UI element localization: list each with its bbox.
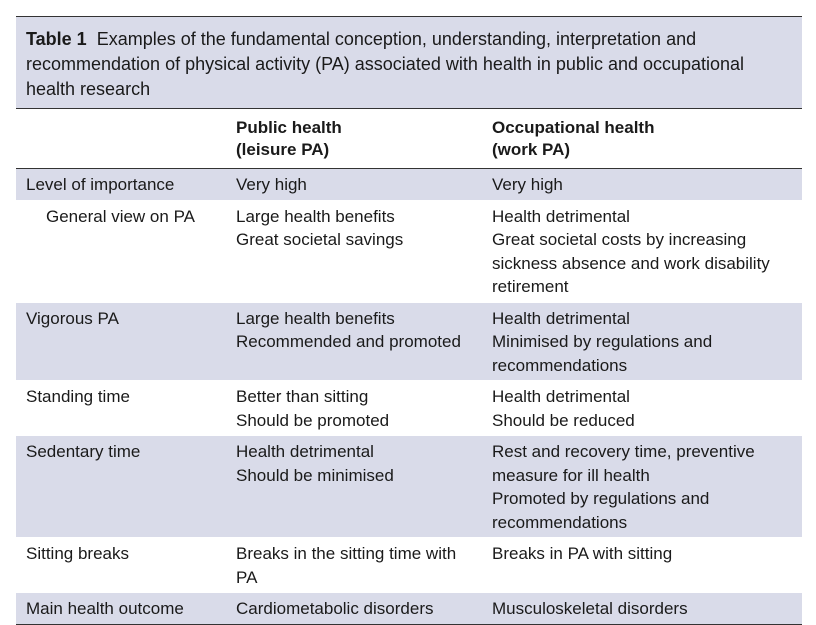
header-occ-line2: (work PA) [492,140,571,159]
table-row [16,200,802,302]
cell-line: Great societal costs by increasing sickness absence and work disability retirement [492,230,770,296]
cell-public [226,200,482,302]
cell-occupational [482,538,802,593]
header-public-line2: (leisure PA) [236,140,330,159]
cell-line: Health detrimental [492,308,630,328]
table-title: Examples of the fundamental conception, understanding, interpretation and recommendation of physical activity (PA) associated with health in public and occupational health research [26,29,745,99]
header-public-line1: Public health [236,118,342,137]
cell-line: Should be reduced [492,410,635,430]
cell-public [226,169,482,201]
cell-line: Breaks in the sitting time with PA [236,544,457,587]
table-row [16,538,802,593]
cell-line: Very high [492,175,563,194]
header-row [16,109,802,169]
cell-occupational [482,302,802,381]
table-caption [16,16,802,108]
cell-line: Large health benefits [236,308,395,328]
cell-line: Health detrimental [236,442,374,461]
cell-line: Cardiometabolic disorders [236,599,434,618]
cell-line: Very high [236,175,307,194]
table-row [16,169,802,201]
cell-public [226,436,482,538]
cell-line: Health detrimental [492,387,630,406]
cell-line: Minimised by regulations and recommendations [492,332,713,375]
header-public-health [226,109,482,169]
cell-public [226,593,482,625]
row-label: Vigorous PA [16,302,226,381]
table-row [16,593,802,625]
cell-public [226,381,482,436]
table-row [16,302,802,381]
table-row [16,436,802,538]
cell-line: Health detrimental [492,206,630,226]
cell-line: Large health benefits [236,206,395,226]
cell-line: Great societal savings [236,230,404,249]
cell-public [226,538,482,593]
row-label: Standing time [26,387,130,406]
row-label: Level of importance [16,169,226,201]
cell-line: Better than sitting [236,387,369,406]
cell-line: Should be minimised [236,465,394,485]
data-table [16,108,802,625]
cell-occupational [482,436,802,538]
row-label: Main health outcome [16,593,226,625]
row-label: Sedentary time [16,436,226,538]
cell-occupational [482,169,802,201]
row-label: Sitting breaks [26,544,129,563]
header-occupational-health [482,109,802,169]
cell-occupational [482,381,802,436]
cell-line: Promoted by regulations and recommendations [492,489,710,532]
table-label: Table 1 [26,29,87,49]
cell-line: Recommended and promoted [236,332,461,351]
cell-public [226,302,482,381]
table-container [16,16,802,625]
table-row [16,381,802,436]
cell-occupational [482,593,802,625]
cell-line: Musculoskeletal disorders [492,599,688,618]
cell-line: Should be promoted [236,410,390,430]
cell-line: Rest and recovery time, preventive measure for ill health [492,442,755,485]
header-occ-line1: Occupational health [492,118,655,137]
cell-occupational [482,200,802,302]
cell-line: Breaks in PA with sitting [492,544,673,563]
header-empty [16,109,226,169]
row-label: General view on PA [46,206,195,226]
